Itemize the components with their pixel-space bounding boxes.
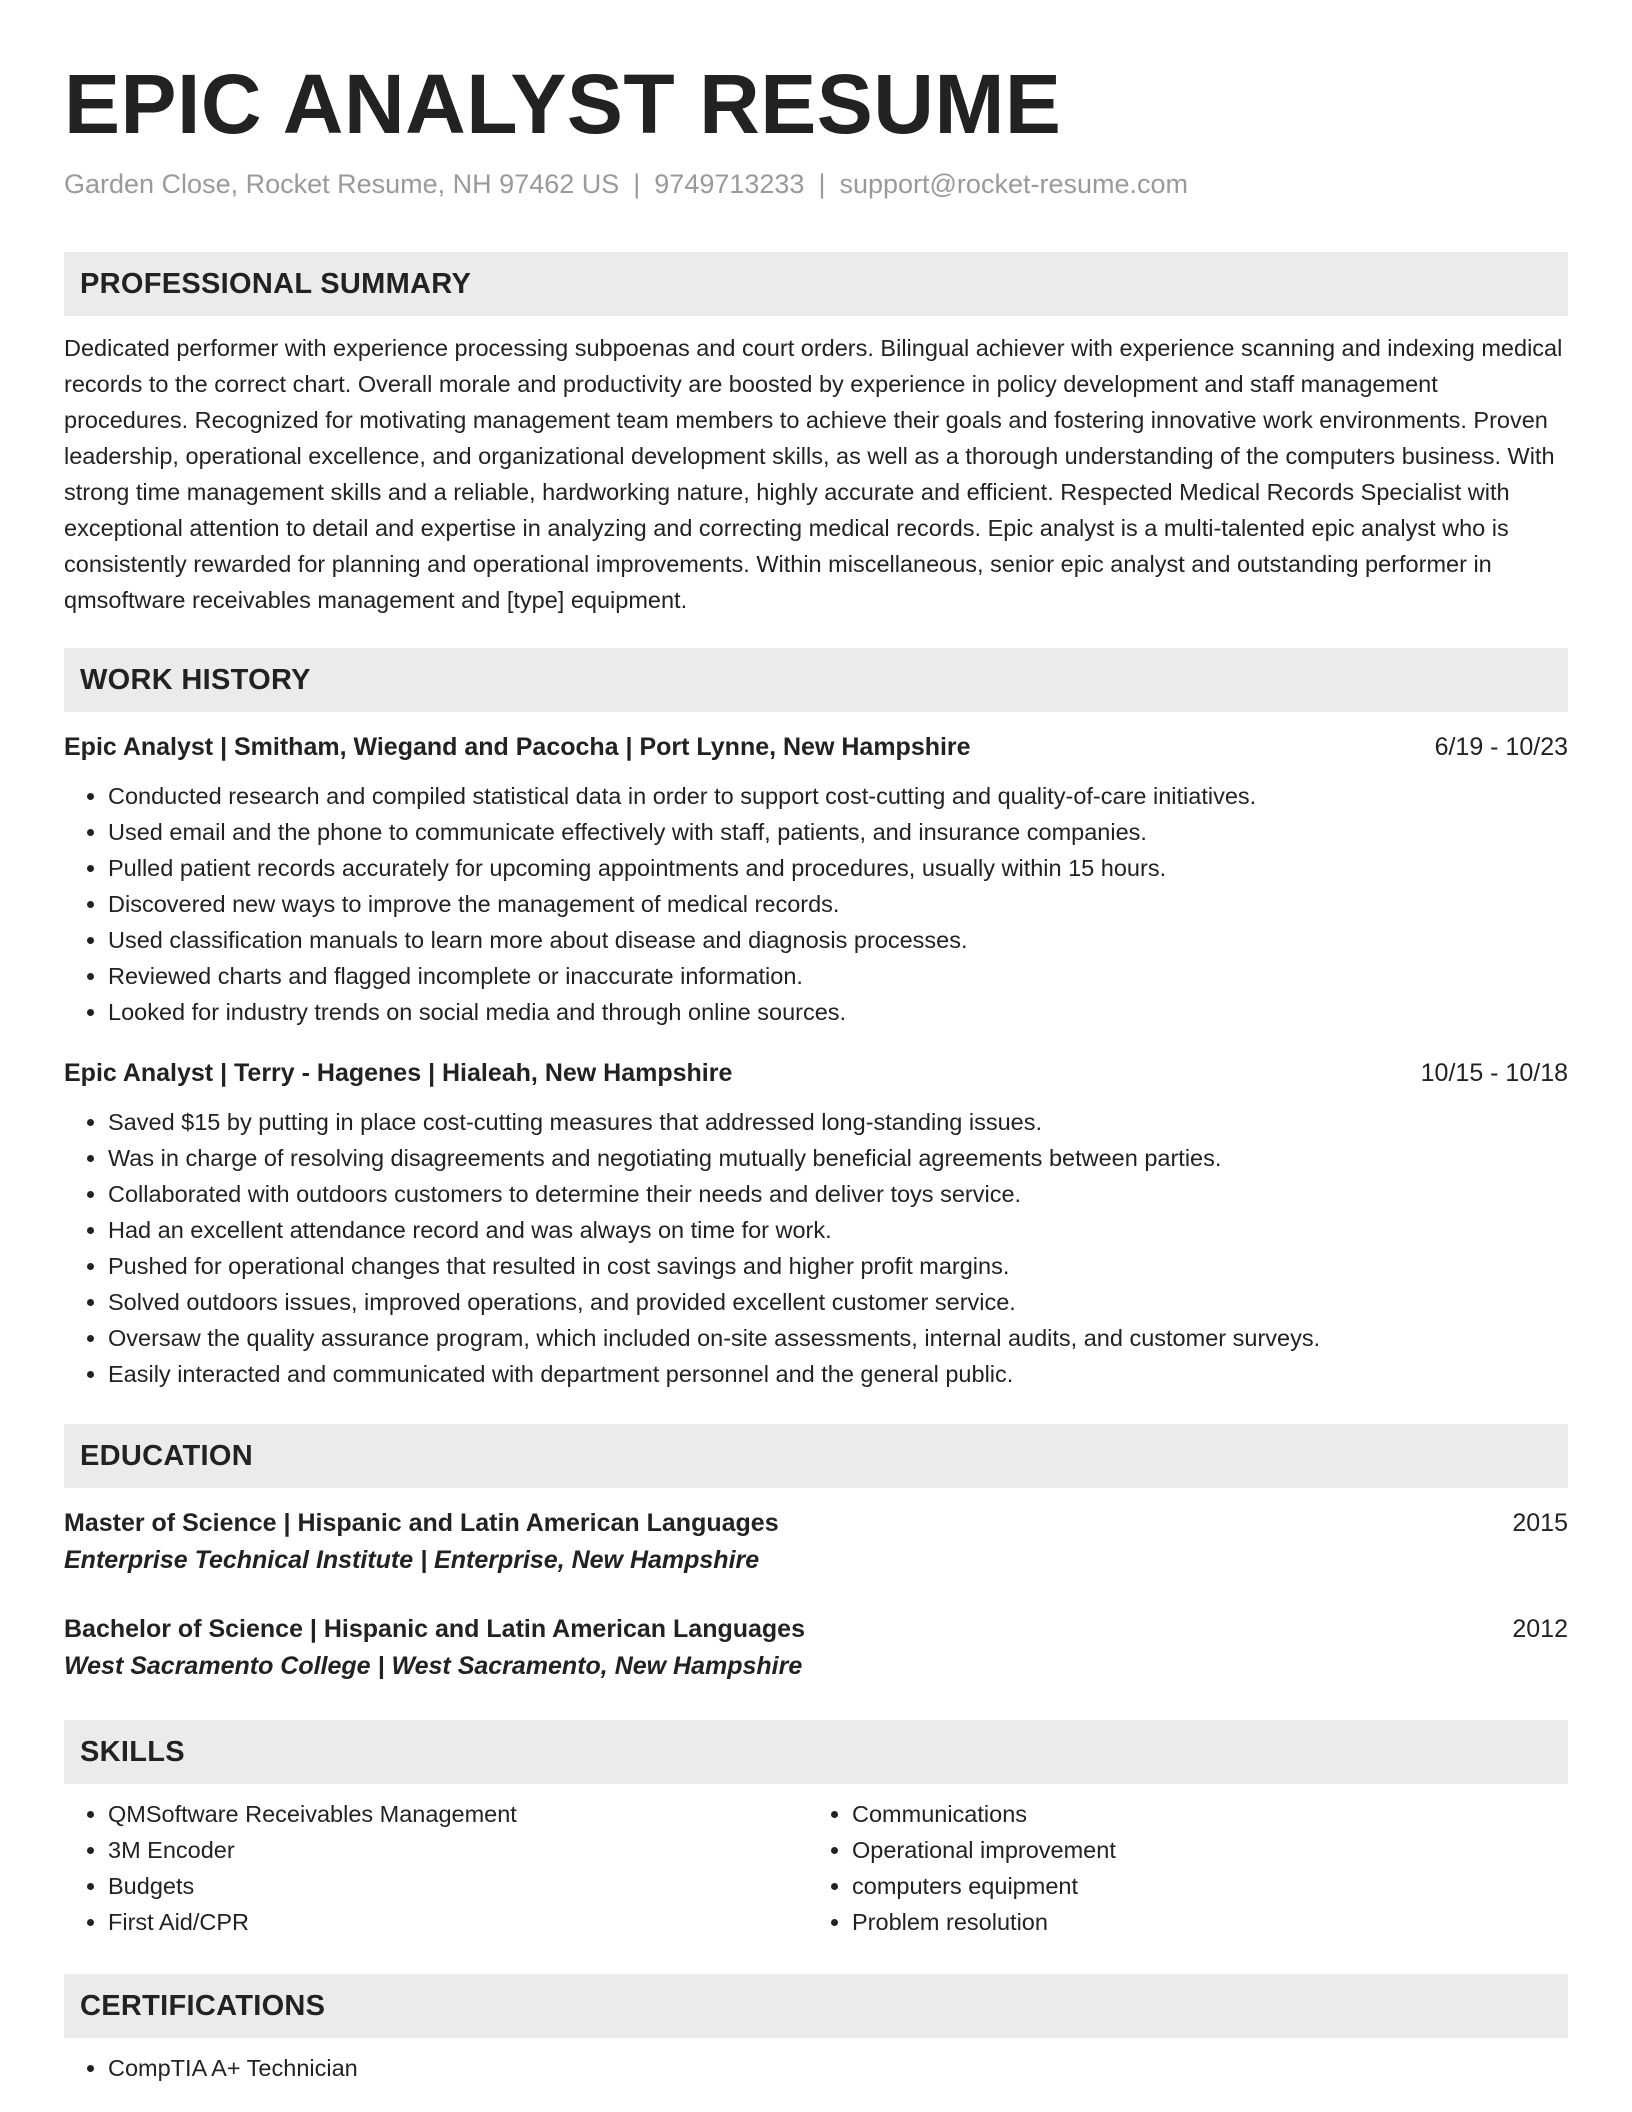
skill-item: • computers equipment [852, 1868, 1552, 1904]
skills-list-right [808, 1796, 1552, 1940]
skills-columns [64, 1796, 1568, 1940]
skill-item: • 3M Encoder [108, 1832, 808, 1868]
job-bullet: • Pushed for operational changes that resulted in cost savings and higher profit margins. [108, 1248, 1568, 1284]
job-bullet: • Solved outdoors issues, improved operations, and provided excellent customer service. [108, 1284, 1568, 1320]
education-entry [64, 1506, 1568, 1578]
contact-address: Garden Close, Rocket Resume, NH 97462 US [64, 169, 620, 199]
job-entry [64, 730, 1568, 1030]
certifications-list [64, 2050, 1568, 2086]
resume-title: EPIC ANALYST RESUME [64, 57, 1062, 151]
education-year: 2012 [1512, 1615, 1568, 1643]
job-header [64, 730, 1568, 764]
certification-item: • CompTIA A+ Technician [108, 2050, 1568, 2086]
job-bullet: • Looked for industry trends on social media and through online sources. [108, 994, 1568, 1030]
education-institution: West Sacramento College | West Sacramento, New Hampshire [64, 1652, 803, 1680]
contact-separator: | [633, 169, 641, 199]
job-dates: 10/15 - 10/18 [1420, 1059, 1568, 1087]
skill-item: • Budgets [108, 1868, 808, 1904]
job-title: Epic Analyst | Smitham, Wiegand and Pacocha | Port Lynne, New Hampshire [64, 733, 971, 761]
job-bullet: • Discovered new ways to improve the management of medical records. [108, 886, 1568, 922]
job-bullet: • Conducted research and compiled statistical data in order to support cost-cutting and quality-of-care initiatives. [108, 778, 1568, 814]
section-heading-education: EDUCATION [64, 1424, 1568, 1488]
skills-list-left [64, 1796, 808, 1940]
job-bullet: • Was in charge of resolving disagreements and negotiating mutually beneficial agreements between parties. [108, 1140, 1568, 1176]
skill-item: • QMSoftware Receivables Management [108, 1796, 808, 1832]
job-bullet-list [64, 778, 1568, 1030]
job-bullet: • Reviewed charts and flagged incomplete or inaccurate information. [108, 958, 1568, 994]
job-bullet: • Saved $15 by putting in place cost-cutting measures that addressed long-standing issues. [108, 1104, 1568, 1140]
education-degree: Master of Science | Hispanic and Latin American Languages [64, 1509, 779, 1537]
job-bullet-list [64, 1104, 1568, 1392]
job-entry [64, 1056, 1568, 1392]
job-bullet: • Oversaw the quality assurance program, which included on-site assessments, internal audits, and customer surveys. [108, 1320, 1568, 1356]
job-bullet: • Used email and the phone to communicate effectively with staff, patients, and insurance companies. [108, 814, 1568, 850]
job-bullet: • Used classification manuals to learn more about disease and diagnosis processes. [108, 922, 1568, 958]
education-header [64, 1612, 1568, 1646]
section-heading-skills: SKILLS [64, 1720, 1568, 1784]
contact-separator: | [818, 169, 826, 199]
contact-email: support@rocket-resume.com [839, 169, 1188, 199]
resume-page [64, 0, 1568, 2086]
section-heading-work-history: WORK HISTORY [64, 648, 1568, 712]
contact-phone: 9749713233 [654, 169, 805, 199]
job-bullet: • Pulled patient records accurately for upcoming appointments and procedures, usually within 15 hours. [108, 850, 1568, 886]
education-header [64, 1506, 1568, 1540]
education-year: 2015 [1512, 1509, 1568, 1537]
certifications-block [64, 2050, 1568, 2086]
skill-item: • Problem resolution [852, 1904, 1552, 1940]
skill-item: • Operational improvement [852, 1832, 1552, 1868]
education-degree: Bachelor of Science | Hispanic and Latin American Languages [64, 1615, 805, 1643]
summary-paragraph: Dedicated performer with experience processing subpoenas and court orders. Bilingual achiever with experience scanning and indexing medical records to the correct chart. Overall morale and productivity are boosted by experience in policy development and staff management procedures. Recognized for motivating management team members to achieve their goals and fostering innovative work environments. Proven leadership, operational excellence, and organizational development skills, as well as a thorough understanding of the computers business. With strong time management skills and a reliable, hardworking nature, highly accurate and efficient. Respected Medical Records Specialist with exceptional attention to detail and expertise in analyzing and correcting medical records. Epic analyst is a multi-talented epic analyst who is consistently rewarded for planning and operational improvements. Within miscellaneous, senior epic analyst and outstanding performer in qmsoftware receivables management and [type] equipment. [64, 335, 1563, 613]
contact-line [64, 166, 1568, 202]
skill-item: • First Aid/CPR [108, 1904, 808, 1940]
job-bullet: • Had an excellent attendance record and was always on time for work. [108, 1212, 1568, 1248]
section-heading-certifications: CERTIFICATIONS [64, 1974, 1568, 2038]
job-bullet: • Easily interacted and communicated with department personnel and the general public. [108, 1356, 1568, 1392]
job-header [64, 1056, 1568, 1090]
education-entry [64, 1612, 1568, 1684]
skill-item: • Communications [852, 1796, 1552, 1832]
section-heading-summary: PROFESSIONAL SUMMARY [64, 252, 1568, 316]
education-institution: Enterprise Technical Institute | Enterprise, New Hampshire [64, 1546, 760, 1574]
job-bullet: • Collaborated with outdoors customers to determine their needs and deliver toys service. [108, 1176, 1568, 1212]
job-dates: 6/19 - 10/23 [1434, 733, 1568, 761]
job-title: Epic Analyst | Terry - Hagenes | Hialeah, New Hampshire [64, 1059, 733, 1087]
